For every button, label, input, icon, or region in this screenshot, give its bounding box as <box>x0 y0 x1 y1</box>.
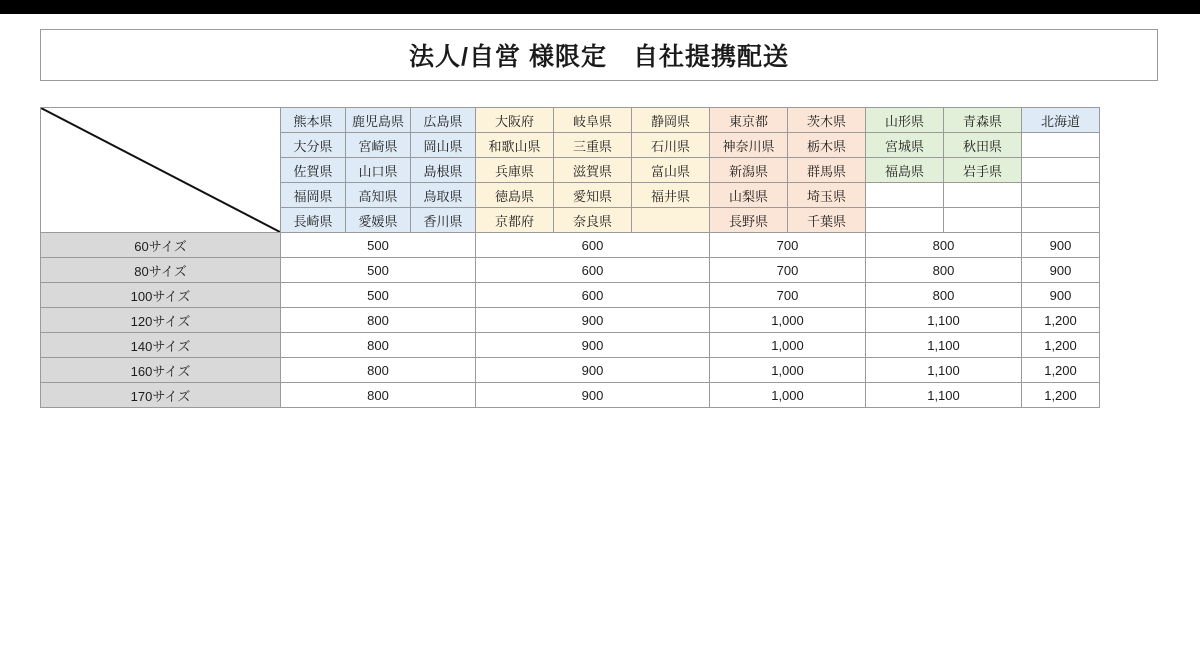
prefecture-cell: 神奈川県 <box>710 133 788 158</box>
table-row <box>41 283 1100 308</box>
prefecture-cell: 徳島県 <box>476 183 554 208</box>
price-cell: 1,200 <box>1022 333 1100 358</box>
price-cell: 900 <box>1022 233 1100 258</box>
page-title: 法人/自営 様限定 自社提携配送 <box>409 43 789 71</box>
prefecture-cell: 福島県 <box>866 158 944 183</box>
price-cell: 900 <box>476 333 710 358</box>
price-cell: 1,000 <box>710 333 866 358</box>
prefecture-cell: 鹿児島県 <box>346 108 411 133</box>
prefecture-cell: 滋賀県 <box>554 158 632 183</box>
price-cell: 500 <box>281 258 476 283</box>
size-label: 80サイズ <box>41 258 281 283</box>
corner-diagonal-cell <box>41 108 281 233</box>
prefecture-cell-empty <box>866 183 944 208</box>
prefecture-cell: 高知県 <box>346 183 411 208</box>
prefecture-cell-empty <box>944 208 1022 233</box>
size-label: 140サイズ <box>41 333 281 358</box>
price-cell: 700 <box>710 283 866 308</box>
prefecture-cell: 兵庫県 <box>476 158 554 183</box>
size-label: 60サイズ <box>41 233 281 258</box>
prefecture-cell: 熊本県 <box>281 108 346 133</box>
price-cell: 800 <box>866 233 1022 258</box>
prefecture-cell: 石川県 <box>632 133 710 158</box>
price-cell: 800 <box>281 308 476 333</box>
price-cell: 1,200 <box>1022 308 1100 333</box>
table-row <box>41 358 1100 383</box>
prefecture-cell: 山口県 <box>346 158 411 183</box>
prefecture-cell: 山梨県 <box>710 183 788 208</box>
prefecture-cell: 愛知県 <box>554 183 632 208</box>
prefecture-cell-empty <box>1022 158 1100 183</box>
price-cell: 1,100 <box>866 333 1022 358</box>
price-cell: 500 <box>281 283 476 308</box>
title-box <box>40 29 1158 81</box>
prefecture-cell: 新潟県 <box>710 158 788 183</box>
prefecture-cell: 東京都 <box>710 108 788 133</box>
prefecture-cell: 大分県 <box>281 133 346 158</box>
prefecture-cell: 三重県 <box>554 133 632 158</box>
prefecture-cell: 宮城県 <box>866 133 944 158</box>
prefecture-cell: 大阪府 <box>476 108 554 133</box>
price-cell: 1,200 <box>1022 358 1100 383</box>
table-row <box>41 333 1100 358</box>
prefecture-cell: 岐阜県 <box>554 108 632 133</box>
price-cell: 800 <box>866 283 1022 308</box>
price-cell: 900 <box>476 308 710 333</box>
price-cell: 700 <box>710 233 866 258</box>
price-cell: 900 <box>476 358 710 383</box>
prefecture-cell: 秋田県 <box>944 133 1022 158</box>
prefecture-cell: 静岡県 <box>632 108 710 133</box>
prefecture-cell: 島根県 <box>411 158 476 183</box>
prefecture-cell-empty <box>944 183 1022 208</box>
prefecture-cell: 長崎県 <box>281 208 346 233</box>
prefecture-cell: 北海道 <box>1022 108 1100 133</box>
prefecture-cell: 奈良県 <box>554 208 632 233</box>
price-cell: 600 <box>476 233 710 258</box>
prefecture-cell: 京都府 <box>476 208 554 233</box>
prefecture-cell-empty <box>632 208 710 233</box>
price-cell: 800 <box>866 258 1022 283</box>
price-cell: 1,100 <box>866 358 1022 383</box>
size-label: 120サイズ <box>41 308 281 333</box>
size-label: 160サイズ <box>41 358 281 383</box>
prefecture-cell: 栃木県 <box>788 133 866 158</box>
prefecture-cell: 茨木県 <box>788 108 866 133</box>
size-label: 100サイズ <box>41 283 281 308</box>
price-cell: 1,000 <box>710 383 866 408</box>
prefecture-cell-empty <box>1022 133 1100 158</box>
prefecture-cell: 福井県 <box>632 183 710 208</box>
prefecture-cell: 岩手県 <box>944 158 1022 183</box>
price-cell: 1,200 <box>1022 383 1100 408</box>
price-cell: 1,000 <box>710 308 866 333</box>
price-cell: 1,000 <box>710 358 866 383</box>
table-row <box>41 258 1100 283</box>
prefecture-cell-empty <box>1022 208 1100 233</box>
price-cell: 600 <box>476 258 710 283</box>
price-cell: 800 <box>281 333 476 358</box>
price-cell: 1,100 <box>866 383 1022 408</box>
prefecture-cell: 広島県 <box>411 108 476 133</box>
prefecture-cell: 岡山県 <box>411 133 476 158</box>
shipping-rate-table <box>40 107 1100 408</box>
diagonal-line-icon <box>41 108 280 232</box>
prefecture-cell: 群馬県 <box>788 158 866 183</box>
table-row <box>41 383 1100 408</box>
price-cell: 900 <box>476 383 710 408</box>
prefecture-cell: 長野県 <box>710 208 788 233</box>
prefecture-cell: 佐賀県 <box>281 158 346 183</box>
prefecture-cell: 埼玉県 <box>788 183 866 208</box>
prefecture-cell: 鳥取県 <box>411 183 476 208</box>
prefecture-cell-empty <box>1022 183 1100 208</box>
price-cell: 900 <box>1022 258 1100 283</box>
price-cell: 600 <box>476 283 710 308</box>
prefecture-cell: 福岡県 <box>281 183 346 208</box>
size-label: 170サイズ <box>41 383 281 408</box>
price-cell: 800 <box>281 358 476 383</box>
price-cell: 500 <box>281 233 476 258</box>
table-row <box>41 233 1100 258</box>
price-cell: 1,100 <box>866 308 1022 333</box>
table-body <box>41 108 1100 408</box>
price-cell: 800 <box>281 383 476 408</box>
prefecture-cell: 山形県 <box>866 108 944 133</box>
prefecture-cell: 和歌山県 <box>476 133 554 158</box>
prefecture-cell: 香川県 <box>411 208 476 233</box>
prefecture-cell: 愛媛県 <box>346 208 411 233</box>
prefecture-row <box>41 108 1100 133</box>
price-cell: 700 <box>710 258 866 283</box>
prefecture-cell: 青森県 <box>944 108 1022 133</box>
price-cell: 900 <box>1022 283 1100 308</box>
prefecture-cell: 宮崎県 <box>346 133 411 158</box>
table-row <box>41 308 1100 333</box>
prefecture-cell: 千葉県 <box>788 208 866 233</box>
document-page <box>0 14 1200 648</box>
prefecture-cell: 富山県 <box>632 158 710 183</box>
prefecture-cell-empty <box>866 208 944 233</box>
